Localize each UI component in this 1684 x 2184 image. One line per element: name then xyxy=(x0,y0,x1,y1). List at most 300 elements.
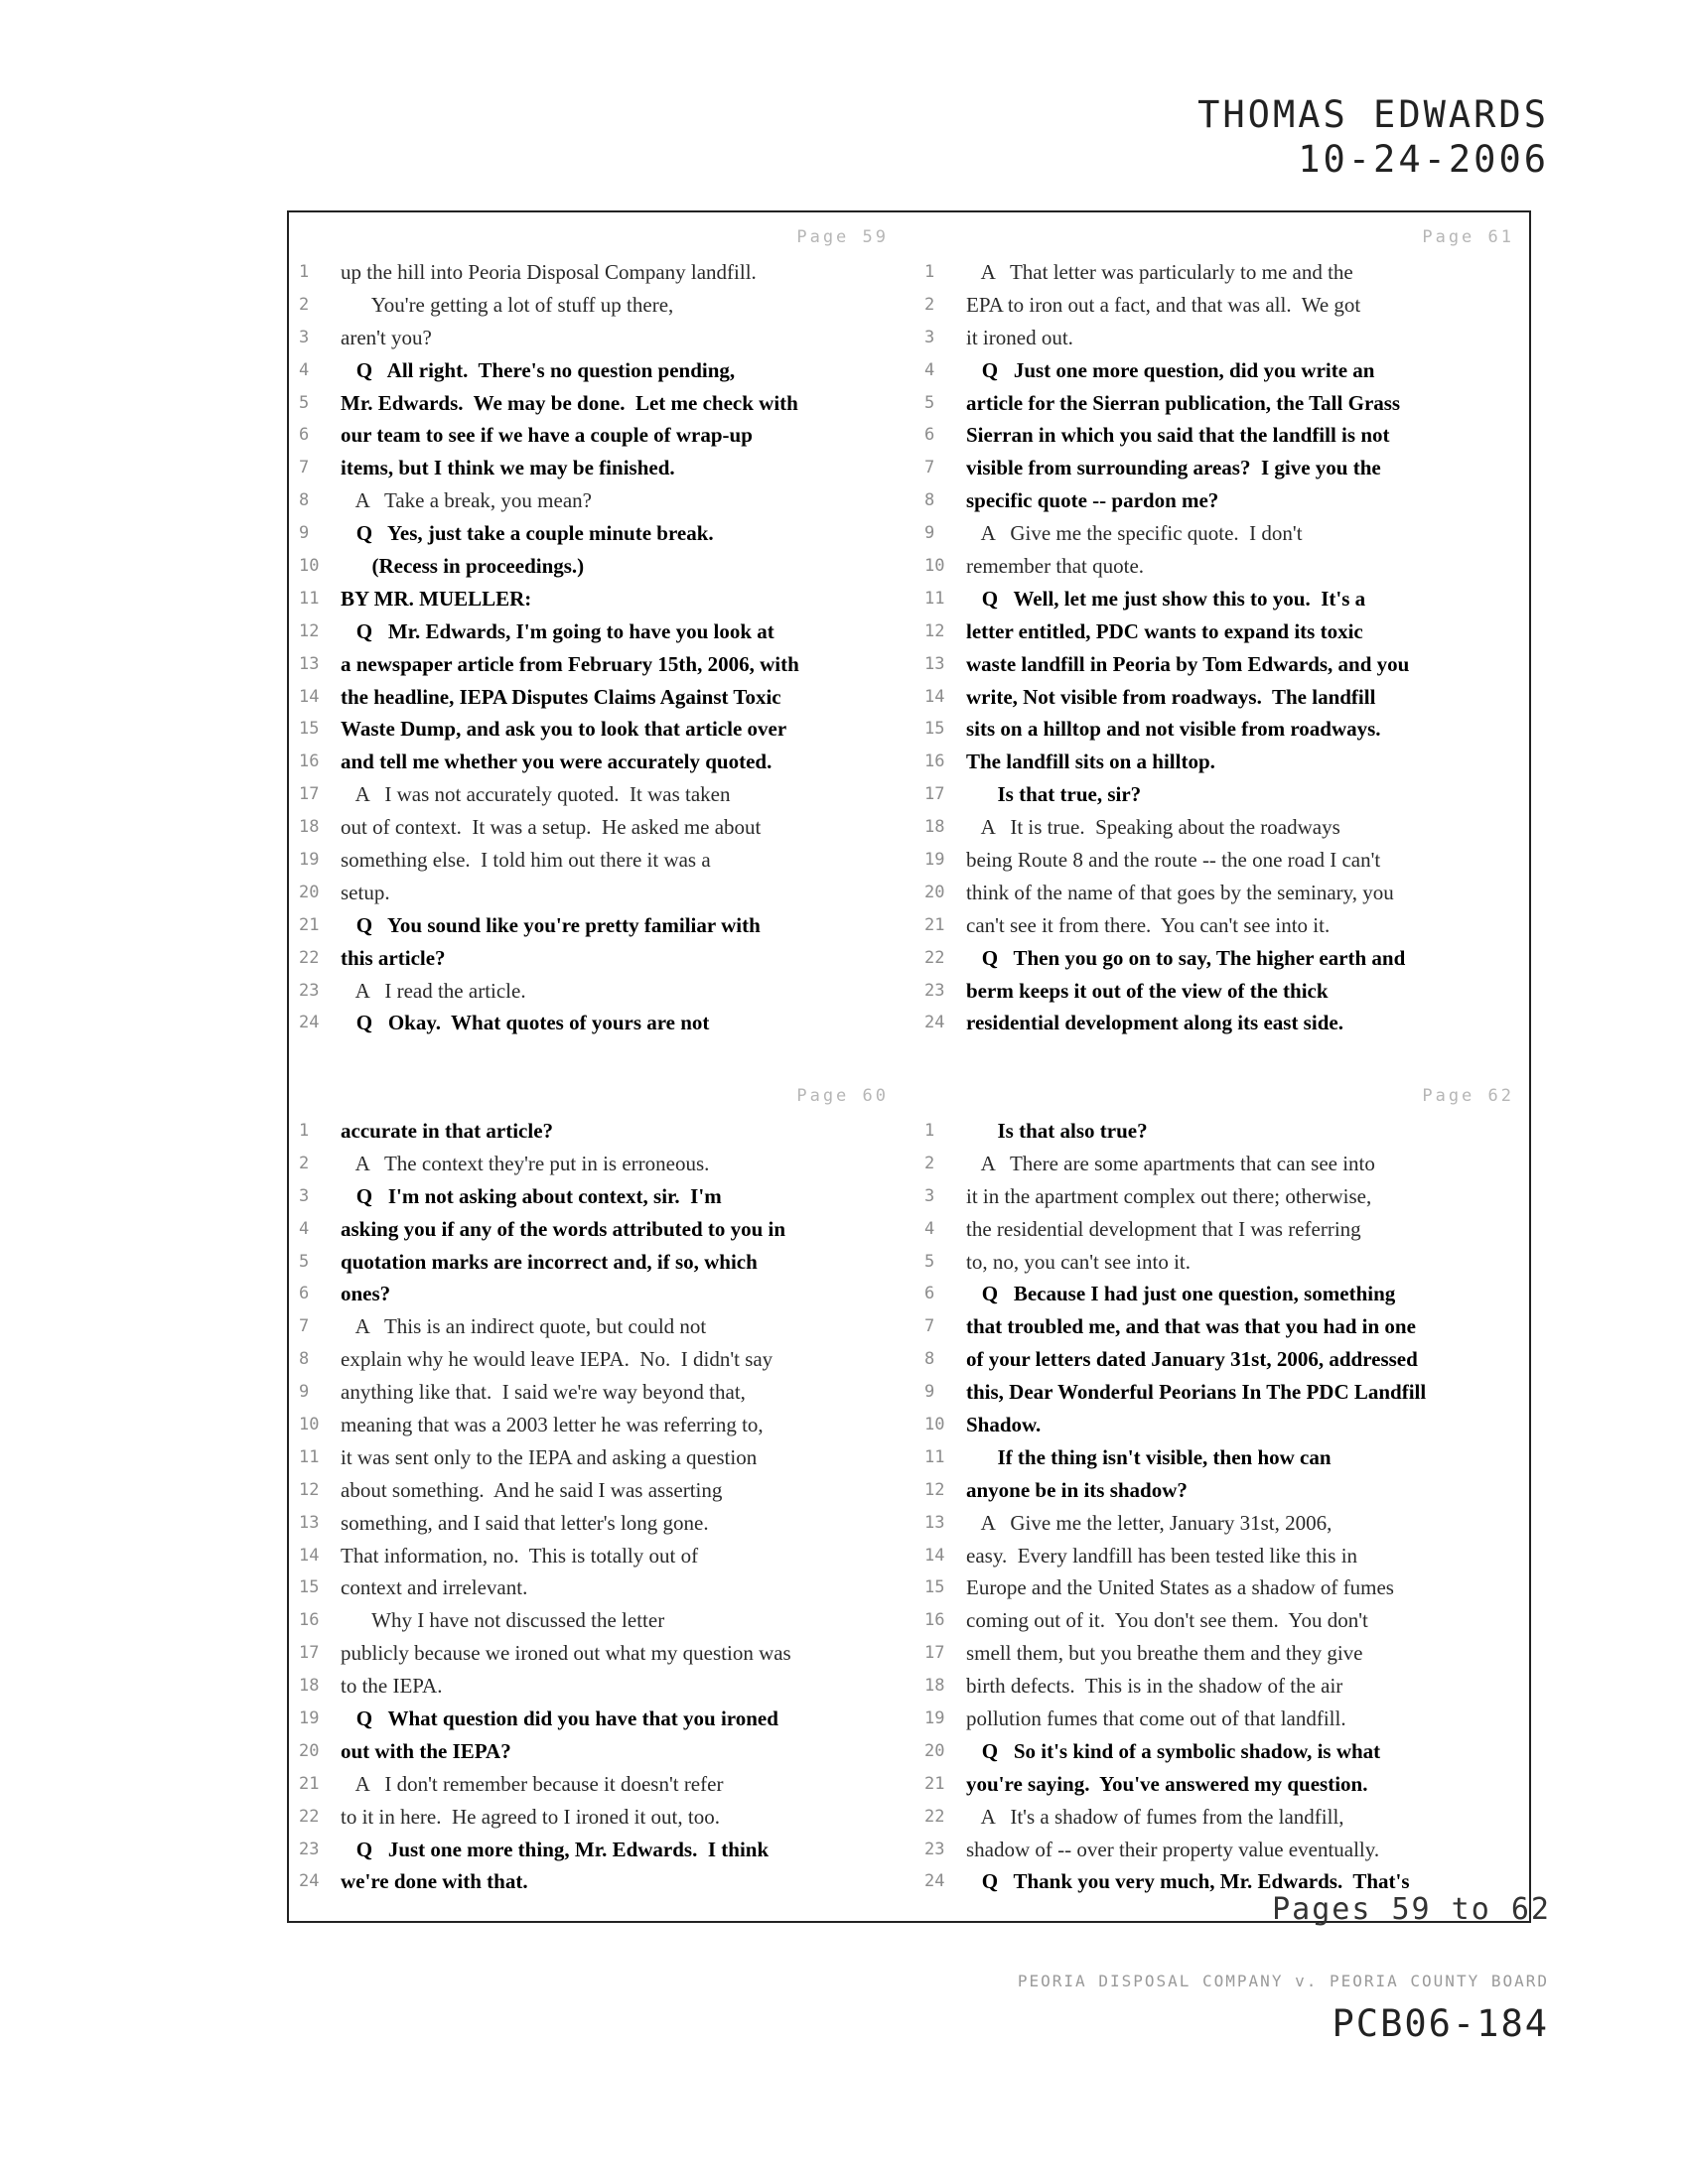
transcript-line xyxy=(295,713,911,746)
line-number: 18 xyxy=(924,817,945,838)
transcript-line xyxy=(920,517,1536,550)
line-number: 6 xyxy=(924,425,935,446)
transcript-line xyxy=(295,877,911,909)
line-text: publicly because we ironed out what my question was xyxy=(341,1641,791,1666)
docket-number: PCB06-184 xyxy=(1332,2002,1549,2045)
transcript-line xyxy=(920,289,1536,322)
line-text: a newspaper article from February 15th, 2006, with xyxy=(341,651,799,676)
line-text: something else. I told him out there it was a xyxy=(341,848,711,873)
line-number: 16 xyxy=(299,1610,320,1631)
transcript-line xyxy=(920,1213,1536,1246)
line-number: 3 xyxy=(924,327,935,347)
transcript-line xyxy=(295,1571,911,1604)
line-number: 2 xyxy=(299,294,310,315)
transcript-line xyxy=(920,1310,1536,1343)
line-text: You're getting a lot of stuff up there, xyxy=(341,292,674,317)
line-text: of your letters dated January 31st, 2006, addressed xyxy=(966,1347,1418,1372)
transcript-line xyxy=(920,1376,1536,1409)
line-number: 21 xyxy=(299,1773,320,1794)
line-number: 20 xyxy=(299,1740,320,1761)
line-number: 9 xyxy=(299,1382,310,1403)
line-number: 15 xyxy=(924,1577,945,1598)
line-number: 17 xyxy=(924,784,945,805)
line-text: That information, no. This is totally out of xyxy=(341,1543,699,1568)
line-number: 23 xyxy=(924,980,945,1001)
transcript-line xyxy=(920,1278,1536,1310)
transcript-line xyxy=(295,1213,911,1246)
line-text: Q Just one more question, did you write an xyxy=(966,357,1375,382)
line-number: 10 xyxy=(924,1415,945,1435)
transcript-line xyxy=(295,1409,911,1441)
line-text: something, and I said that letter's long gone. xyxy=(341,1510,709,1535)
transcript-page xyxy=(920,1081,1536,1930)
transcript-line xyxy=(920,844,1536,877)
line-number: 24 xyxy=(299,1871,320,1892)
transcript-line xyxy=(920,1246,1536,1279)
line-number: 21 xyxy=(299,914,320,935)
line-number: 23 xyxy=(299,980,320,1001)
transcript-line xyxy=(295,1246,911,1279)
line-text: shadow of -- over their property value eventually. xyxy=(966,1837,1380,1861)
line-number: 23 xyxy=(924,1839,945,1859)
line-number: 16 xyxy=(299,751,320,772)
line-number: 17 xyxy=(924,1643,945,1664)
line-text: to, no, you can't see into it. xyxy=(966,1249,1191,1274)
transcript-line xyxy=(920,778,1536,811)
line-text: setup. xyxy=(341,880,390,904)
line-text: items, but I think we may be finished. xyxy=(341,456,675,480)
line-text: easy. Every landfill has been tested like this in xyxy=(966,1543,1358,1568)
transcript-line xyxy=(920,1148,1536,1180)
line-number: 1 xyxy=(299,262,310,282)
transcript-line xyxy=(295,648,911,681)
line-text: it was sent only to the IEPA and asking a question xyxy=(341,1444,758,1469)
transcript-line xyxy=(295,289,911,322)
transcript-line xyxy=(920,1409,1536,1441)
line-number: 7 xyxy=(299,458,310,478)
transcript-line xyxy=(295,909,911,942)
line-text: berm keeps it out of the view of the thick xyxy=(966,978,1329,1003)
transcript-line xyxy=(920,550,1536,583)
line-number: 7 xyxy=(299,1316,310,1337)
line-text: Q Yes, just take a couple minute break. xyxy=(341,521,714,546)
transcript-line xyxy=(295,484,911,517)
line-number: 11 xyxy=(924,588,945,609)
line-text: that troubled me, and that was that you had in one xyxy=(966,1314,1416,1339)
line-number: 11 xyxy=(299,588,320,609)
line-text: Shadow. xyxy=(966,1413,1042,1437)
line-number: 19 xyxy=(924,850,945,871)
line-number: 5 xyxy=(299,1251,310,1272)
line-text: Mr. Edwards. We may be done. Let me check with xyxy=(341,390,798,415)
transcript-line xyxy=(920,681,1536,714)
line-number: 11 xyxy=(299,1446,320,1467)
line-text: Q What question did you have that you ironed xyxy=(341,1706,778,1731)
line-text: Q Because I had just one question, something xyxy=(966,1282,1396,1306)
line-text: out with the IEPA? xyxy=(341,1738,511,1763)
line-text: Q All right. There's no question pending, xyxy=(341,357,736,382)
line-text: A Take a break, you mean? xyxy=(341,488,592,513)
transcript-line xyxy=(295,942,911,975)
line-text: ones? xyxy=(341,1282,391,1306)
line-text: anything like that. I said we're way beyond that, xyxy=(341,1380,746,1405)
transcript-line xyxy=(295,354,911,387)
line-number: 20 xyxy=(924,1740,945,1761)
line-number: 7 xyxy=(924,458,935,478)
line-text: Q You sound like you're pretty familiar with xyxy=(341,912,761,937)
line-text: remember that quote. xyxy=(966,554,1145,579)
transcript-line xyxy=(295,778,911,811)
line-text: the residential development that I was referring xyxy=(966,1216,1361,1241)
line-text: Is that true, sir? xyxy=(966,782,1142,807)
transcript-line xyxy=(920,1007,1536,1039)
transcript-line xyxy=(920,1703,1536,1735)
line-number: 22 xyxy=(299,1806,320,1827)
transcript-line xyxy=(295,1310,911,1343)
line-text: Q Thank you very much, Mr. Edwards. That's xyxy=(966,1869,1410,1894)
line-number: 4 xyxy=(924,359,935,380)
line-number: 9 xyxy=(924,1382,935,1403)
transcript-line xyxy=(295,1278,911,1310)
line-number: 4 xyxy=(299,1218,310,1239)
line-text: Q Okay. What quotes of yours are not xyxy=(341,1011,710,1035)
line-number: 2 xyxy=(924,294,935,315)
transcript-line xyxy=(295,1768,911,1801)
line-number: 16 xyxy=(924,751,945,772)
line-number: 9 xyxy=(924,523,935,544)
line-number: 3 xyxy=(299,1185,310,1206)
line-text: think of the name of that goes by the seminary, you xyxy=(966,880,1394,904)
line-text: aren't you? xyxy=(341,325,432,349)
transcript-line xyxy=(295,517,911,550)
line-text: A I don't remember because it doesn't refer xyxy=(341,1771,724,1796)
line-number: 7 xyxy=(924,1316,935,1337)
transcript-line xyxy=(295,1540,911,1572)
line-text: meaning that was a 2003 letter he was referring to, xyxy=(341,1413,764,1437)
line-number: 13 xyxy=(924,653,945,674)
transcript-line xyxy=(920,1507,1536,1540)
line-text: Is that also true? xyxy=(966,1119,1148,1143)
transcript-line xyxy=(920,387,1536,420)
transcript-line xyxy=(920,1115,1536,1148)
line-text: visible from surrounding areas? I give you the xyxy=(966,456,1381,480)
transcript-line xyxy=(295,615,911,648)
line-number: 12 xyxy=(924,620,945,641)
transcript-line xyxy=(920,1670,1536,1703)
transcript-line xyxy=(295,1865,911,1898)
line-number: 22 xyxy=(299,947,320,968)
transcript-line xyxy=(920,452,1536,484)
page-number-label: Page 60 xyxy=(796,1086,889,1106)
line-number: 14 xyxy=(299,1545,320,1566)
transcript-line xyxy=(295,1670,911,1703)
transcript-line xyxy=(295,1507,911,1540)
transcript-line xyxy=(920,811,1536,844)
line-text: up the hill into Peoria Disposal Company landfill. xyxy=(341,260,757,284)
witness-name: THOMAS EDWARDS xyxy=(1197,93,1549,136)
transcript-line xyxy=(295,681,911,714)
line-text: our team to see if we have a couple of wrap-up xyxy=(341,423,753,448)
line-number: 24 xyxy=(924,1871,945,1892)
transcript-line xyxy=(920,942,1536,975)
line-number: 20 xyxy=(299,882,320,902)
line-text: explain why he would leave IEPA. No. I didn't say xyxy=(341,1347,773,1372)
line-text: sits on a hilltop and not visible from roadways. xyxy=(966,717,1381,742)
line-number: 18 xyxy=(299,1676,320,1697)
line-number: 6 xyxy=(924,1284,935,1304)
transcript-sheet xyxy=(287,210,1531,1923)
line-text: specific quote -- pardon me? xyxy=(966,488,1219,513)
line-text: A It is true. Speaking about the roadways xyxy=(966,815,1340,840)
line-number: 13 xyxy=(299,653,320,674)
line-number: 17 xyxy=(299,784,320,805)
line-text: anyone be in its shadow? xyxy=(966,1477,1188,1502)
line-text: you're saying. You've answered my question. xyxy=(966,1771,1368,1796)
transcript-line xyxy=(920,1540,1536,1572)
line-text: A The context they're put in is erroneous. xyxy=(341,1151,710,1175)
line-number: 6 xyxy=(299,425,310,446)
line-number: 5 xyxy=(924,1251,935,1272)
line-text: to it in here. He agreed to I ironed it out, too. xyxy=(341,1804,720,1829)
line-number: 10 xyxy=(299,1415,320,1435)
transcript-page xyxy=(920,222,1536,1071)
line-text: quotation marks are incorrect and, if so, which xyxy=(341,1249,758,1274)
line-number: 2 xyxy=(924,1153,935,1173)
line-text: context and irrelevant. xyxy=(341,1575,528,1600)
line-text: asking you if any of the words attributed to you in xyxy=(341,1216,786,1241)
line-text: being Route 8 and the route -- the one road I can't xyxy=(966,848,1381,873)
transcript-line xyxy=(920,322,1536,354)
line-number: 23 xyxy=(299,1839,320,1859)
line-text: A Give me the specific quote. I don't xyxy=(966,521,1303,546)
line-text: it ironed out. xyxy=(966,325,1073,349)
line-text: Q Then you go on to say, The higher earth and xyxy=(966,945,1406,970)
transcript-line xyxy=(920,1604,1536,1637)
transcript-line xyxy=(295,1735,911,1768)
line-text: to the IEPA. xyxy=(341,1674,443,1699)
line-text: (Recess in proceedings.) xyxy=(341,554,585,579)
line-number: 5 xyxy=(924,392,935,413)
line-text: and tell me whether you were accurately quoted. xyxy=(341,750,772,774)
line-text: EPA to iron out a fact, and that was all. We got xyxy=(966,292,1361,317)
transcript-line xyxy=(920,1474,1536,1507)
transcript-line xyxy=(295,256,911,289)
transcript-line xyxy=(920,1180,1536,1213)
line-text: Q Well, let me just show this to you. It's a xyxy=(966,586,1366,611)
line-number: 1 xyxy=(924,1121,935,1141)
transcript-line xyxy=(920,256,1536,289)
line-text: we're done with that. xyxy=(341,1869,528,1894)
line-number: 21 xyxy=(924,1773,945,1794)
line-text: A I read the article. xyxy=(341,978,526,1003)
transcript-line xyxy=(920,877,1536,909)
line-text: A It's a shadow of fumes from the landfill, xyxy=(966,1804,1344,1829)
line-number: 10 xyxy=(299,556,320,577)
line-number: 1 xyxy=(299,1121,310,1141)
line-number: 15 xyxy=(924,719,945,740)
transcript-line xyxy=(920,648,1536,681)
line-number: 18 xyxy=(299,817,320,838)
line-text: it in the apartment complex out there; otherwise, xyxy=(966,1183,1372,1208)
transcript-line xyxy=(295,1637,911,1670)
line-number: 12 xyxy=(924,1479,945,1500)
case-caption: PEORIA DISPOSAL COMPANY v. PEORIA COUNTY BOARD xyxy=(1017,1972,1549,1990)
line-text: pollution fumes that come out of that landfill. xyxy=(966,1706,1346,1731)
line-number: 18 xyxy=(924,1676,945,1697)
line-number: 4 xyxy=(299,359,310,380)
line-number: 22 xyxy=(924,947,945,968)
line-number: 9 xyxy=(299,523,310,544)
line-text: A That letter was particularly to me and the xyxy=(966,260,1353,284)
line-number: 19 xyxy=(299,1708,320,1729)
transcript-line xyxy=(920,1834,1536,1866)
line-number: 13 xyxy=(299,1512,320,1533)
transcript-line xyxy=(295,811,911,844)
transcript-line xyxy=(295,1180,911,1213)
line-text: If the thing isn't visible, then how can xyxy=(966,1444,1332,1469)
transcript-line xyxy=(920,975,1536,1008)
line-text: coming out of it. You don't see them. You don't xyxy=(966,1608,1368,1633)
line-number: 10 xyxy=(924,556,945,577)
line-number: 24 xyxy=(924,1013,945,1033)
transcript-line xyxy=(295,452,911,484)
page-number-label: Page 59 xyxy=(796,227,889,247)
line-text: Q Just one more thing, Mr. Edwards. I think xyxy=(341,1837,770,1861)
line-text: the headline, IEPA Disputes Claims Against Toxic xyxy=(341,684,781,709)
transcript-line xyxy=(295,1343,911,1376)
line-number: 15 xyxy=(299,719,320,740)
line-text: smell them, but you breathe them and they give xyxy=(966,1641,1363,1666)
transcript-line xyxy=(295,1115,911,1148)
transcript-line xyxy=(295,1604,911,1637)
transcript-line xyxy=(920,1735,1536,1768)
line-text: out of context. It was a setup. He asked me about xyxy=(341,815,762,840)
line-text: Sierran in which you said that the landfill is not xyxy=(966,423,1390,448)
line-text: A This is an indirect quote, but could not xyxy=(341,1314,707,1339)
line-number: 16 xyxy=(924,1610,945,1631)
line-text: A Give me the letter, January 31st, 2006, xyxy=(966,1510,1333,1535)
transcript-line xyxy=(295,1148,911,1180)
line-text: letter entitled, PDC wants to expand its toxic xyxy=(966,618,1363,643)
line-text: this, Dear Wonderful Peorians In The PDC Landfill xyxy=(966,1380,1427,1405)
line-number: 17 xyxy=(299,1643,320,1664)
line-text: A I was not accurately quoted. It was taken xyxy=(341,782,731,807)
line-number: 14 xyxy=(924,686,945,707)
transcript-line xyxy=(920,713,1536,746)
line-number: 20 xyxy=(924,882,945,902)
line-number: 19 xyxy=(924,1708,945,1729)
line-number: 3 xyxy=(299,327,310,347)
transcript-line xyxy=(295,419,911,452)
transcript-page xyxy=(295,222,911,1071)
transcript-line xyxy=(920,909,1536,942)
line-number: 21 xyxy=(924,914,945,935)
transcript-line xyxy=(920,583,1536,615)
line-text: BY MR. MUELLER: xyxy=(341,586,532,611)
transcript-page xyxy=(295,1081,911,1930)
line-number: 12 xyxy=(299,1479,320,1500)
line-text: waste landfill in Peoria by Tom Edwards, and you xyxy=(966,651,1410,676)
line-number: 11 xyxy=(924,1446,945,1467)
line-number: 19 xyxy=(299,850,320,871)
transcript-line xyxy=(295,550,911,583)
transcript-line xyxy=(295,583,911,615)
transcript-line xyxy=(295,975,911,1008)
line-text: Q So it's kind of a symbolic shadow, is what xyxy=(966,1738,1381,1763)
transcript-line xyxy=(920,1343,1536,1376)
line-text: accurate in that article? xyxy=(341,1119,554,1143)
transcript-line xyxy=(920,1441,1536,1474)
transcript-line xyxy=(295,1007,911,1039)
transcript-line xyxy=(920,746,1536,778)
transcript-line xyxy=(295,1376,911,1409)
line-number: 5 xyxy=(299,392,310,413)
transcript-line xyxy=(295,387,911,420)
page-number-label: Page 62 xyxy=(1422,1086,1514,1106)
page-number-label: Page 61 xyxy=(1422,227,1514,247)
line-number: 14 xyxy=(299,686,320,707)
line-text: this article? xyxy=(341,945,446,970)
line-text: The landfill sits on a hilltop. xyxy=(966,750,1215,774)
line-text: residential development along its east side. xyxy=(966,1011,1343,1035)
line-text: article for the Sierran publication, the Tall Grass xyxy=(966,390,1401,415)
line-text: Waste Dump, and ask you to look that article over xyxy=(341,717,787,742)
line-text: Europe and the United States as a shadow of fumes xyxy=(966,1575,1394,1600)
line-number: 3 xyxy=(924,1185,935,1206)
line-number: 6 xyxy=(299,1284,310,1304)
line-text: Q I'm not asking about context, sir. I'm xyxy=(341,1183,722,1208)
line-number: 4 xyxy=(924,1218,935,1239)
transcript-line xyxy=(295,1703,911,1735)
transcript-line xyxy=(920,615,1536,648)
transcript-line xyxy=(920,419,1536,452)
line-text: A There are some apartments that can see into xyxy=(966,1151,1375,1175)
line-text: Q Mr. Edwards, I'm going to have you look at xyxy=(341,618,774,643)
transcript-line xyxy=(920,1637,1536,1670)
line-text: write, Not visible from roadways. The landfill xyxy=(966,684,1376,709)
deposition-date: 10-24-2006 xyxy=(1298,138,1549,181)
line-number: 8 xyxy=(299,490,310,511)
pages-range: Pages 59 to 62 xyxy=(1272,1892,1551,1927)
line-number: 8 xyxy=(924,1349,935,1370)
line-text: can't see it from there. You can't see into it. xyxy=(966,912,1331,937)
transcript-line xyxy=(295,1834,911,1866)
line-number: 2 xyxy=(299,1153,310,1173)
transcript-line xyxy=(295,844,911,877)
line-text: about something. And he said I was asserting xyxy=(341,1477,723,1502)
transcript-line xyxy=(295,746,911,778)
transcript-line xyxy=(295,322,911,354)
transcript-line xyxy=(920,1801,1536,1834)
transcript-line xyxy=(920,354,1536,387)
transcript-line xyxy=(920,1768,1536,1801)
line-number: 15 xyxy=(299,1577,320,1598)
transcript-line xyxy=(920,484,1536,517)
transcript-line xyxy=(295,1474,911,1507)
line-number: 22 xyxy=(924,1806,945,1827)
line-number: 12 xyxy=(299,620,320,641)
transcript-line xyxy=(920,1571,1536,1604)
line-number: 13 xyxy=(924,1512,945,1533)
line-number: 14 xyxy=(924,1545,945,1566)
line-number: 24 xyxy=(299,1013,320,1033)
line-number: 8 xyxy=(299,1349,310,1370)
line-text: birth defects. This is in the shadow of the air xyxy=(966,1674,1343,1699)
transcript-line xyxy=(295,1801,911,1834)
transcript-line xyxy=(295,1441,911,1474)
line-text: Why I have not discussed the letter xyxy=(341,1608,665,1633)
line-number: 8 xyxy=(924,490,935,511)
